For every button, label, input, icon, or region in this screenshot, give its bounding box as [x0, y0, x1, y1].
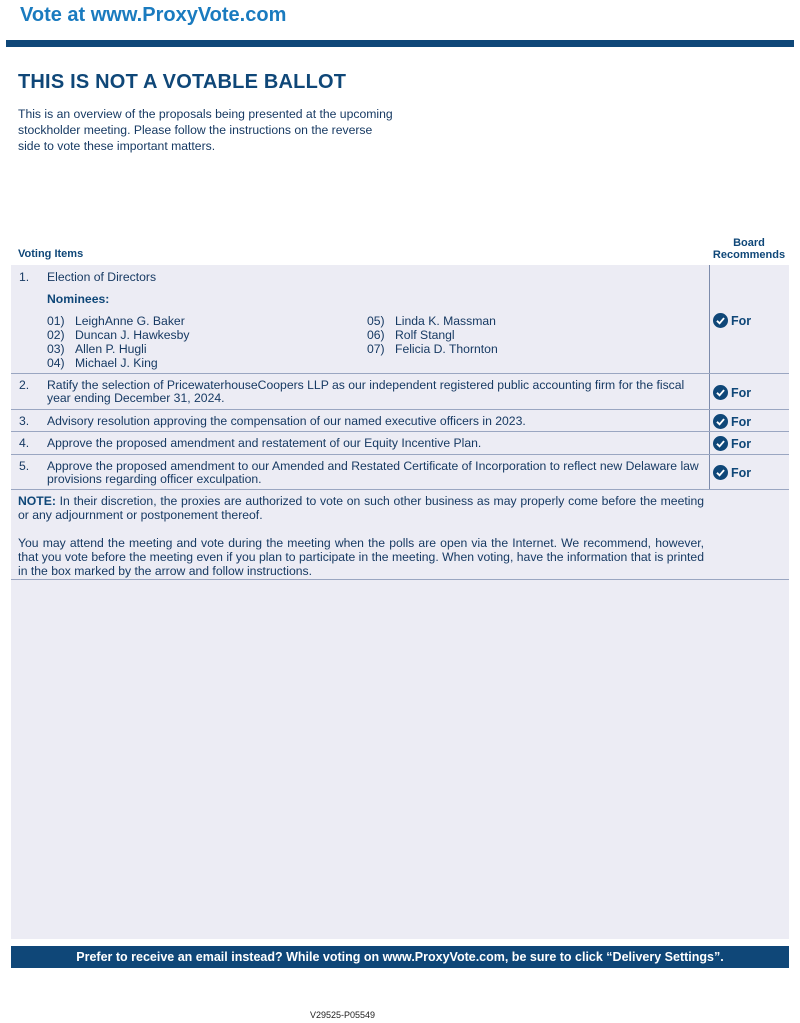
board-recommendation: For	[713, 313, 751, 328]
check-circle-icon	[713, 313, 728, 328]
item-number: 3.	[19, 414, 30, 428]
row-divider	[11, 579, 789, 580]
check-circle-icon	[713, 436, 728, 451]
row-divider	[11, 454, 789, 455]
row-divider	[11, 489, 789, 490]
item-number: 2.	[19, 378, 30, 392]
document-code: V29525-P05549	[310, 1010, 376, 1020]
attend-paragraph: You may attend the meeting and vote during the meeting when the polls are open via the Internet. We recommend, however, that you vote before the meeting even if you plan to participate in the meeting. When voting, have the information that is printed in the box marked by the arrow and follow instructions.	[18, 536, 704, 578]
board-recommendation: For	[713, 465, 751, 480]
email-delivery-banner: Prefer to receive an email instead? While voting on www.ProxyVote.com, be sure to click “Delivery Settings”.	[11, 946, 789, 968]
item-text: Approve the proposed amendment and restatement of our Equity Incentive Plan.	[47, 436, 482, 450]
board-recommendation: For	[713, 414, 751, 429]
nominee: 02) Duncan J. Hawkesby	[47, 328, 190, 342]
nominee: 01) LeighAnne G. Baker	[47, 314, 185, 328]
item-text: Approve the proposed amendment to our Amended and Restated Certificate of Incorporation to reflect new Delaware law provisions regarding officer exculpation.	[47, 459, 699, 486]
item-text: Advisory resolution approving the compensation of our named executive officers in 2023.	[47, 414, 526, 428]
board-recommends-header: Board Recommends	[712, 237, 786, 261]
header-rule	[6, 40, 794, 47]
row-divider	[11, 431, 789, 432]
board-recommendation: For	[713, 436, 751, 451]
item-number: 5.	[19, 459, 30, 473]
item-text: Election of Directors	[47, 270, 157, 284]
nominee: 05) Linda K. Massman	[367, 314, 496, 328]
item-number: 4.	[19, 436, 30, 450]
item-number: 1.	[19, 270, 30, 284]
proxyvote-link[interactable]: Vote at www.ProxyVote.com	[20, 4, 287, 26]
nominees-label: Nominees:	[47, 292, 110, 306]
column-divider	[709, 265, 710, 490]
nominee: 04) Michael J. King	[47, 356, 158, 370]
item-text: Ratify the selection of PricewaterhouseCoopers LLP as our independent registered public accounting firm for the fiscal year ending December 31, 2024.	[47, 378, 685, 405]
check-circle-icon	[713, 414, 728, 429]
board-recommendation: For	[713, 385, 751, 400]
note-label: NOTE:	[18, 494, 56, 508]
page-title: THIS IS NOT A VOTABLE BALLOT	[18, 71, 347, 93]
check-circle-icon	[713, 385, 728, 400]
check-circle-icon	[713, 465, 728, 480]
nominee: 06) Rolf Stangl	[367, 328, 455, 342]
row-divider	[11, 373, 789, 374]
voting-items-header: Voting Items	[18, 248, 84, 260]
note-paragraph: NOTE: In their discretion, the proxies are authorized to vote on such other business as may properly come before the meeting or any adjournment or postponement thereof.	[18, 494, 704, 522]
row-divider	[11, 409, 789, 410]
intro-text: This is an overview of the proposals being presented at the upcoming stockholder meeting. Please follow the instructions on the reverse side to vote these important matters.	[18, 107, 393, 153]
nominee: 07) Felicia D. Thornton	[367, 342, 498, 356]
nominee: 03) Allen P. Hugli	[47, 342, 147, 356]
